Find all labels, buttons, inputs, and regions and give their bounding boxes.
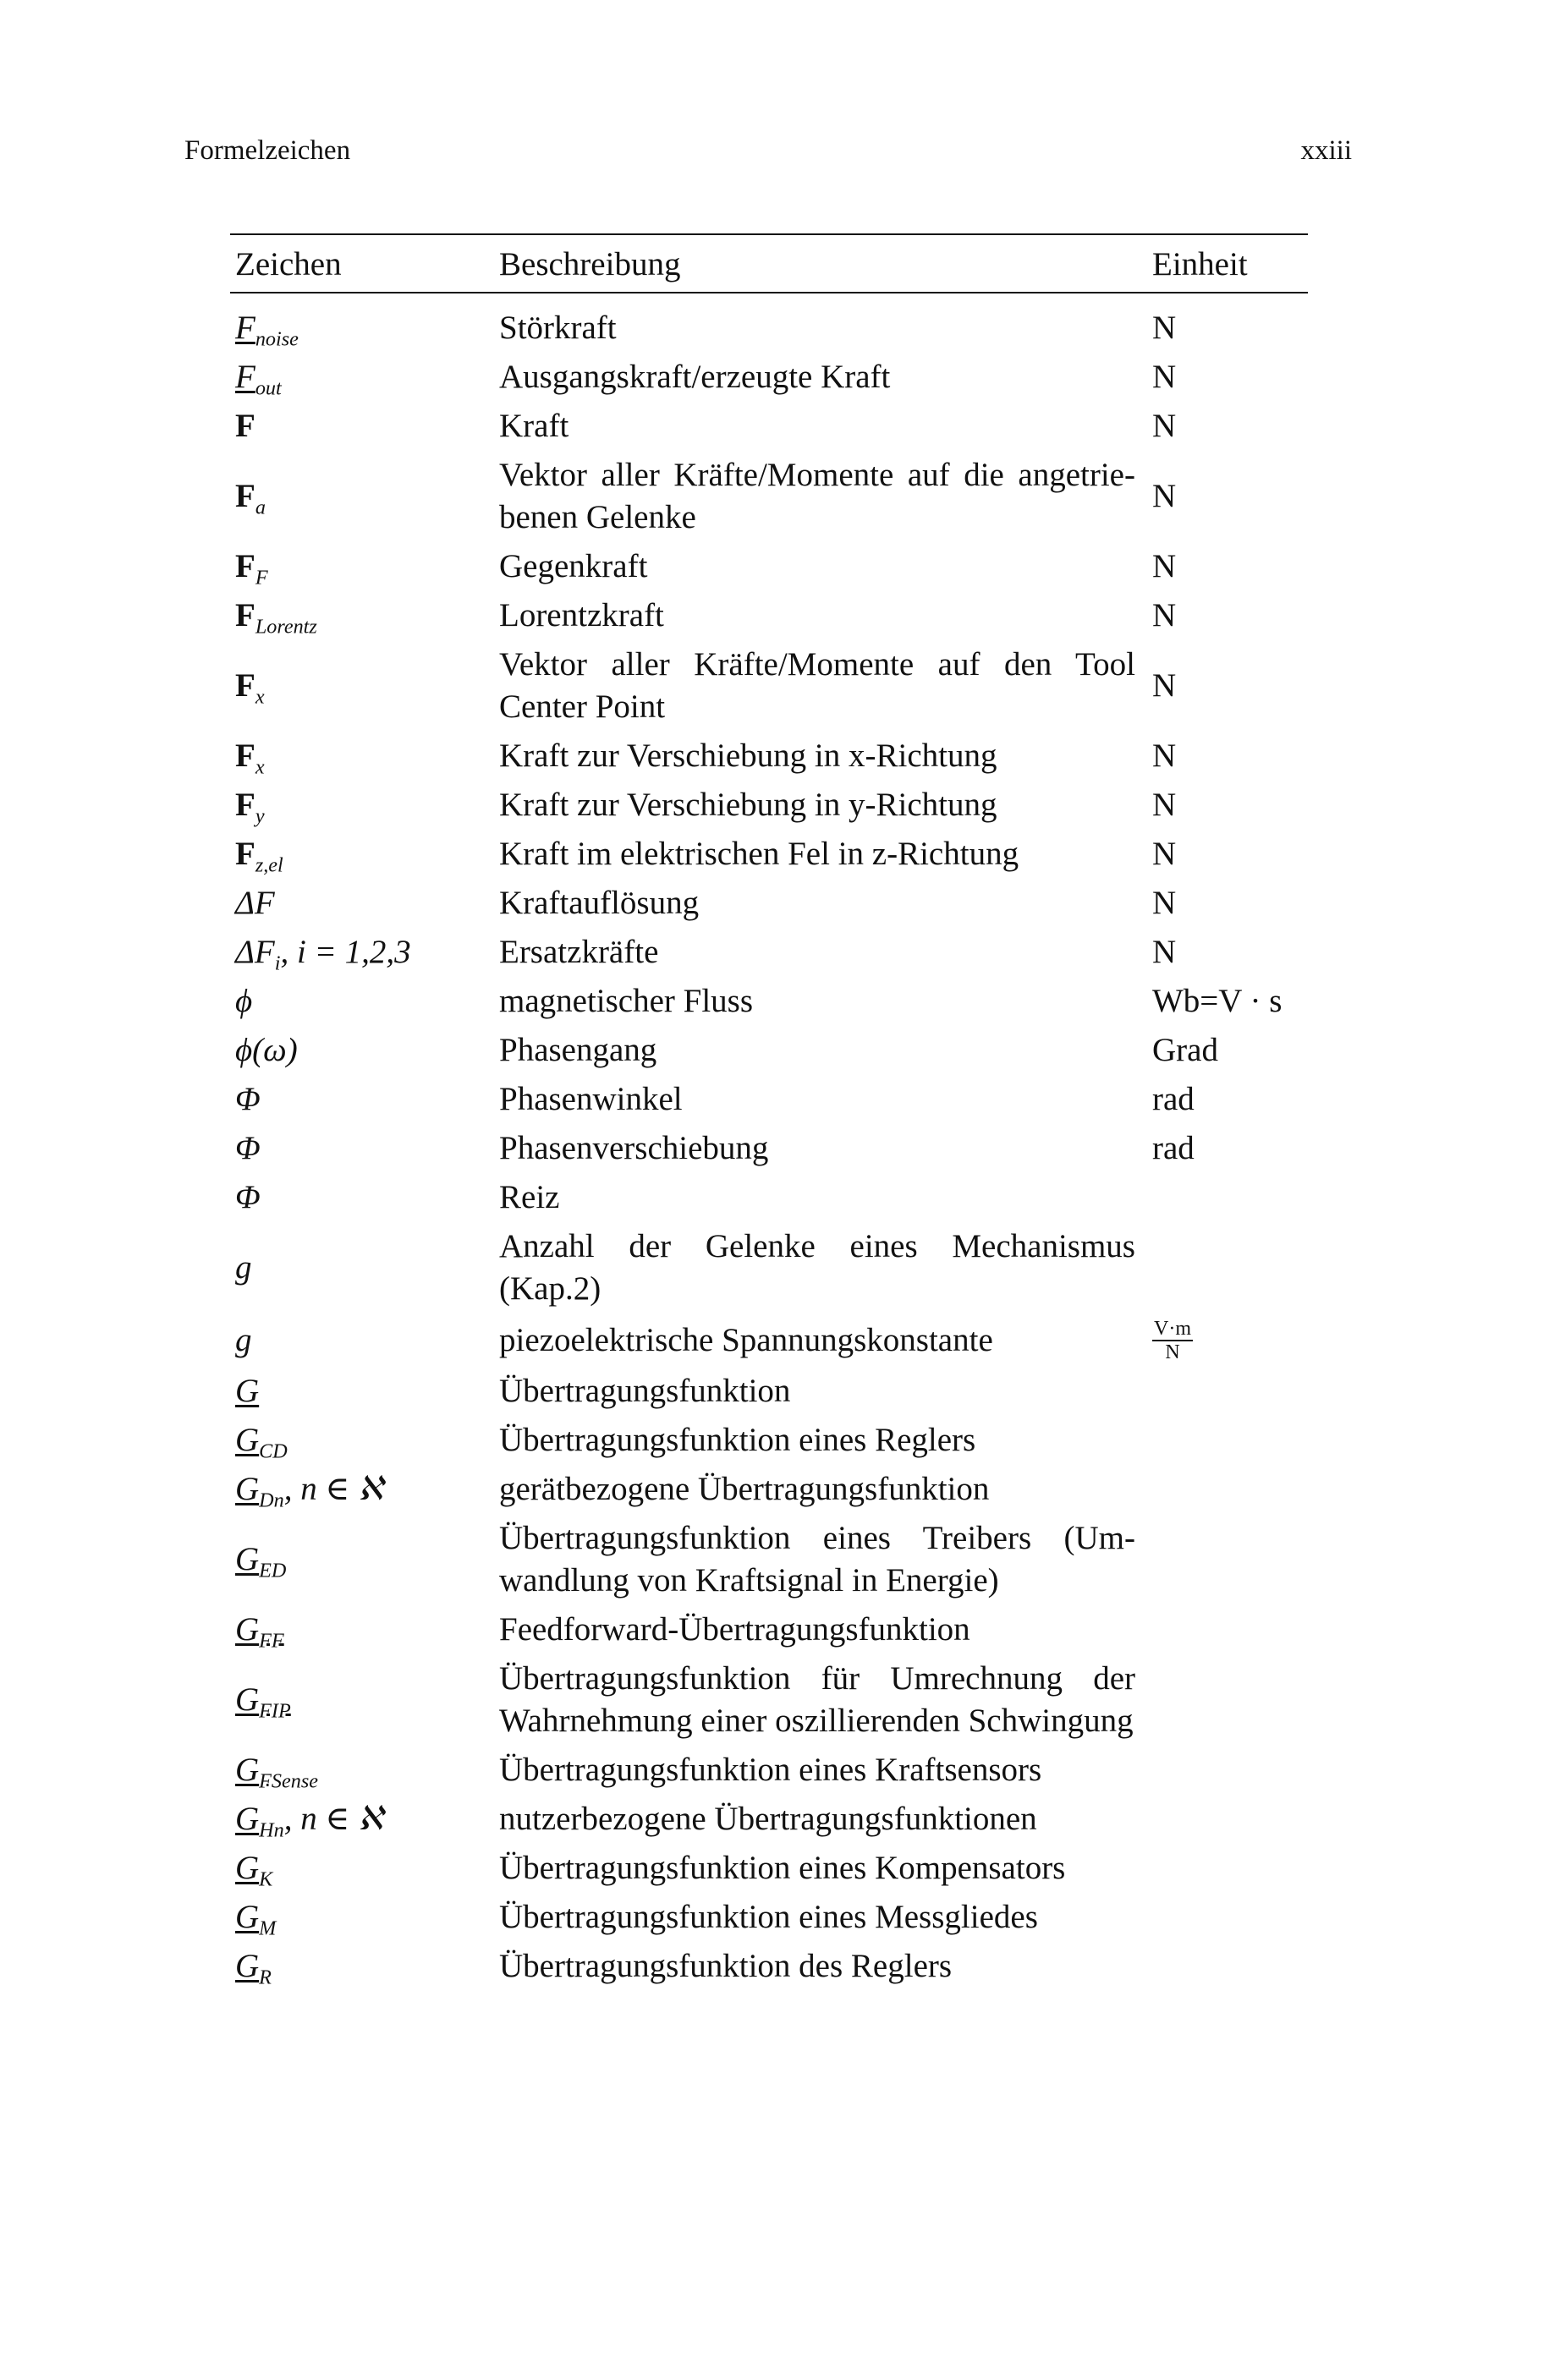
description-cell: Übertragungsfunktion (499, 1373, 791, 1410)
symbol-cell: ΔF (235, 885, 275, 921)
symbol-cell: $F_{Lorentz}$ (235, 597, 317, 639)
description-cell: Kraft im elektrischen Fel in z-Richtung (499, 836, 1019, 872)
description-cell: Übertragungsfunktion eines Messgliedes (499, 1899, 1038, 1936)
table-row (230, 732, 1308, 781)
symbol-cell: Φ (235, 1081, 261, 1117)
unit-cell: Grad (1152, 1032, 1218, 1068)
unit-cell: N (1152, 597, 1177, 633)
symbol-cell: ϕ(ω) (235, 1032, 298, 1068)
symbol-cell: $F_{noise}$ (235, 310, 299, 351)
symbol-table (230, 233, 1308, 1991)
table-row (230, 1893, 1308, 1942)
symbol-cell: $\Delta F_i$, i = 1,2,3 (235, 934, 411, 975)
table-row (230, 1124, 1308, 1173)
symbol-cell: $G_R$ (235, 1948, 272, 1989)
symbol-cell: $G_{FSense}$ (235, 1752, 318, 1793)
description-cell: Übertragungsfunktion eines Reglers (499, 1422, 976, 1459)
unit-cell: N (1152, 787, 1177, 823)
symbol-cell: $G_{Dn}$, n ∈ ℵ (235, 1471, 383, 1512)
unit-cell (1147, 1367, 1308, 1416)
symbol-cell: g (235, 1249, 252, 1286)
unit-cell (1147, 1746, 1308, 1795)
table-row (230, 353, 1308, 402)
table-row (230, 830, 1308, 879)
unit-cell (1147, 1605, 1308, 1654)
description-cell: Störkraft (499, 310, 617, 346)
description-cell: nutzerbezogene Übertragungsfunktionen (499, 1801, 1037, 1838)
unit-cell: rad (1152, 1081, 1195, 1117)
unit-cell: Wb=V · s (1152, 983, 1283, 1019)
table-row (230, 1075, 1308, 1124)
description-cell: Vektor aller Kräfte/Momente auf die angetriebenen Gelenke (499, 457, 1135, 535)
symbol-cell: Φ (235, 1179, 261, 1215)
description-cell: Vektor aller Kräfte/Momente auf den Tool Center Point (499, 646, 1135, 725)
description-cell: Übertragungsfunktion eines Kompensators (499, 1850, 1066, 1887)
description-cell: Kraft zur Verschiebung in x-Richtung (499, 738, 997, 774)
description-cell: Kraft zur Verschiebung in y-Richtung (499, 787, 997, 823)
table-row (230, 1465, 1308, 1514)
table-row (230, 1416, 1308, 1465)
symbol-cell: $F_x$ (235, 667, 265, 709)
table-row (230, 928, 1308, 977)
header-zeichen: Zeichen (230, 234, 494, 293)
unit-cell (1147, 1942, 1308, 1991)
table-row (230, 591, 1308, 640)
table-row (230, 1795, 1308, 1844)
description-cell: Feedforward-Übertragungsfunktion (499, 1611, 970, 1648)
unit-cell: N (1152, 738, 1177, 774)
unit-cell: N (1152, 310, 1177, 346)
unit-cell (1147, 1465, 1308, 1514)
description-cell: Gegenkraft (499, 548, 648, 584)
table-row (230, 402, 1308, 451)
unit-cell (1147, 1173, 1308, 1222)
unit-cell (1147, 1514, 1308, 1605)
table-row (230, 542, 1308, 591)
table-row (230, 781, 1308, 830)
page-number: xxiii (1300, 135, 1352, 166)
header-einheit: Einheit (1147, 234, 1308, 293)
description-cell: piezoelektrische Spannungskonstante (499, 1321, 993, 1358)
unit-fraction: $\frac{V\cdot m}{N}$ (1154, 1318, 1191, 1364)
table-row (230, 1605, 1308, 1654)
symbol-cell: $G_K$ (235, 1850, 273, 1891)
table-row (230, 451, 1308, 542)
description-cell: magnetischer Fluss (499, 983, 754, 1019)
table-header-row (230, 234, 1308, 293)
symbol-cell: $F_{out}$ (235, 359, 282, 400)
symbol-cell: $G_M$ (235, 1899, 277, 1940)
description-cell: Anzahl der Gelenke eines Mechanismus (Kap.2) (499, 1228, 1135, 1307)
description-cell: Phasengang (499, 1032, 657, 1068)
description-cell: Übertragungsfunktion für Umrechnung der Wahrnehmung einer oszillierenden Schwingung (499, 1660, 1135, 1740)
description-cell: Übertragungsfunktion eines Treibers (Umwandlung von Kraftsignal in Energie) (499, 1520, 1135, 1599)
symbol-cell: $F_{z,el}$ (235, 836, 283, 877)
table-row (230, 1367, 1308, 1416)
unit-cell (1147, 1416, 1308, 1465)
unit-cell: rad (1152, 1130, 1195, 1166)
symbol-cell: ϕ (235, 983, 253, 1019)
running-head (184, 135, 1352, 167)
unit-cell (1147, 1654, 1308, 1746)
symbol-cell: $F_F$ (235, 548, 268, 590)
unit-cell: N (1152, 478, 1177, 514)
unit-cell: N (1152, 836, 1177, 872)
unit-cell (1147, 1893, 1308, 1942)
unit-cell (1147, 1313, 1308, 1367)
symbol-cell: $G_{CD}$ (235, 1422, 288, 1463)
symbol-cell: $G_{Hn}$, n ∈ ℵ (235, 1801, 383, 1842)
unit-cell: N (1152, 934, 1177, 970)
unit-cell (1147, 1795, 1308, 1844)
unit-cell (1147, 1844, 1308, 1893)
description-cell: Übertragungsfunktion eines Kraftsensors (499, 1752, 1042, 1789)
header-beschreibung: Beschreibung (494, 234, 1147, 293)
symbol-cell: $F_x$ (235, 738, 265, 779)
symbol-cell: g (235, 1321, 252, 1358)
description-cell: Ersatzkräfte (499, 934, 659, 970)
description-cell: gerätbezogene Übertragungsfunktion (499, 1471, 990, 1508)
description-cell: Kraftauflösung (499, 885, 700, 921)
symbol-cell: F (235, 408, 255, 444)
symbol-cell: $F_y$ (235, 787, 265, 828)
description-cell: Phasenwinkel (499, 1081, 683, 1117)
unit-cell: N (1152, 667, 1177, 704)
symbol-cell: $G_{FF}$ (235, 1611, 284, 1653)
table-row (230, 1222, 1308, 1313)
table-row (230, 1844, 1308, 1893)
table-row (230, 1313, 1308, 1367)
table-row (230, 1746, 1308, 1795)
symbol-cell: Φ (235, 1130, 261, 1166)
table-row (230, 1026, 1308, 1075)
unit-cell: N (1152, 408, 1177, 444)
symbol-cell: $G_{FIP}$ (235, 1681, 291, 1723)
description-cell: Lorentzkraft (499, 597, 664, 633)
table-row (230, 1942, 1308, 1991)
description-cell: Phasenverschiebung (499, 1130, 769, 1166)
running-title: Formelzeichen (184, 135, 351, 166)
table-row (230, 977, 1308, 1026)
table-row (230, 304, 1308, 353)
table-row (230, 879, 1308, 928)
unit-cell: N (1152, 359, 1177, 395)
unit-cell: N (1152, 548, 1177, 584)
symbol-cell: $F_a$ (235, 478, 266, 519)
symbol-cell: G (235, 1373, 260, 1410)
table-row (230, 1654, 1308, 1746)
unit-cell (1147, 1222, 1308, 1313)
table-row (230, 640, 1308, 732)
unit-cell: N (1152, 885, 1177, 921)
description-cell: Kraft (499, 408, 569, 444)
description-cell: Übertragungsfunktion des Reglers (499, 1948, 953, 1985)
table-row (230, 1514, 1308, 1605)
table-row (230, 1173, 1308, 1222)
description-cell: Ausgangskraft/erzeugte Kraft (499, 359, 891, 395)
description-cell: Reiz (499, 1179, 560, 1215)
symbol-cell: $G_{ED}$ (235, 1541, 287, 1582)
